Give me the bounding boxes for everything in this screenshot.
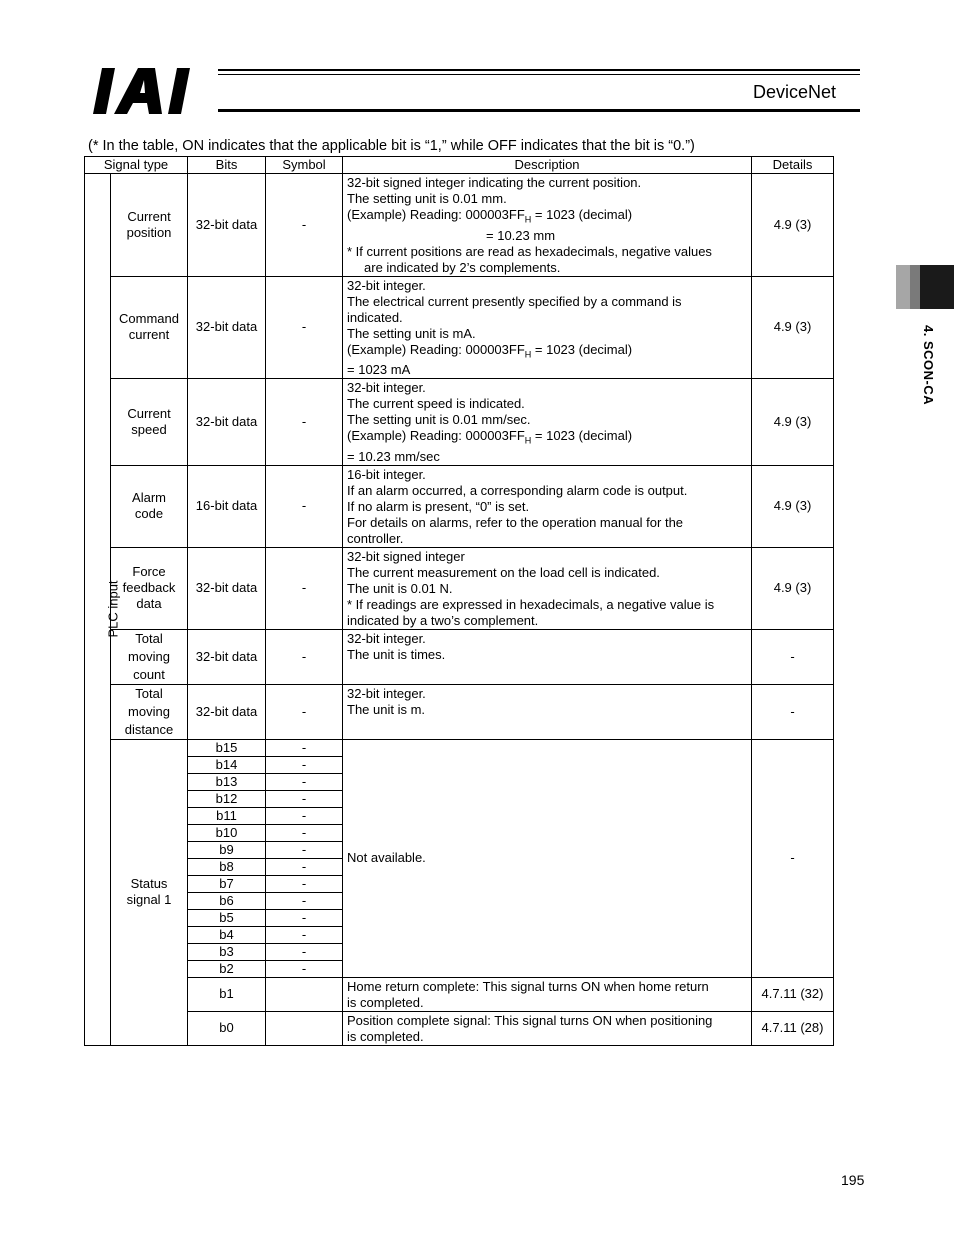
- table-header-row: [85, 157, 834, 174]
- details-cell: 4.9 (3): [752, 276, 834, 379]
- bit-cell: b0: [188, 1011, 266, 1045]
- chapter-tab-label: 4. SCON-CA: [921, 325, 936, 406]
- table-row: [85, 684, 834, 739]
- table-row: [85, 629, 834, 684]
- bit-cell: b8: [188, 858, 266, 875]
- symbol-cell: -: [266, 926, 343, 943]
- header-rule-1: [218, 69, 860, 71]
- header-signal-type: Signal type: [85, 157, 188, 174]
- symbol-cell: -: [266, 858, 343, 875]
- header-description: Description: [343, 157, 752, 174]
- header-symbol: Symbol: [266, 157, 343, 174]
- header-bits: Bits: [188, 157, 266, 174]
- description-cell: 32-bit signed integer indicating the current position. The setting unit is 0.01 mm. (Example) Reading: $000003FF_H = 1023$ (decimal) = 10.23 mm * If current positions are read as hexadecimals, negative values are indicated by 2’s complements.: [343, 174, 752, 277]
- description-cell: Home return complete: This signal turns ON when home return is completed.: [343, 977, 752, 1011]
- symbol-cell: -: [266, 756, 343, 773]
- bit-cell: b4: [188, 926, 266, 943]
- description-cell: 32-bit integer. The unit is times.: [343, 629, 752, 684]
- bits-cell: 16-bit data: [188, 465, 266, 547]
- symbol-cell: -: [266, 739, 343, 756]
- details-cell: 4.9 (3): [752, 465, 834, 547]
- symbol-cell: -: [266, 547, 343, 629]
- signal-name: Current position: [111, 174, 188, 277]
- bit-cell: b10: [188, 824, 266, 841]
- plc-input-group: PLC input: [85, 174, 111, 1046]
- bits-cell: 32-bit data: [188, 547, 266, 629]
- description-cell: 16-bit integer. If an alarm occurred, a corresponding alarm code is output. If no alarm is present, “0” is set. For details on alarms, refer to the operation manual for the controller.: [343, 465, 752, 547]
- description-cell: 32-bit signed integer The current measurement on the load cell is indicated. The unit is 0.01 N. * If readings are expressed in hexadecimals, a negative value is indicated by a two’s complement.: [343, 547, 752, 629]
- details-cell: 4.7.11 (32): [752, 977, 834, 1011]
- description-cell: 32-bit integer. The unit is m.: [343, 684, 752, 739]
- details-cell: -: [752, 739, 834, 977]
- bit-row: [85, 739, 834, 756]
- symbol-cell: -: [266, 773, 343, 790]
- symbol-cell: -: [266, 943, 343, 960]
- table-row: [85, 174, 834, 277]
- symbol-cell: -: [266, 892, 343, 909]
- bit-cell: b9: [188, 841, 266, 858]
- table-row: [85, 465, 834, 547]
- bit-cell: b14: [188, 756, 266, 773]
- bit-cell: b12: [188, 790, 266, 807]
- details-cell: -: [752, 629, 834, 684]
- page-number: 195: [841, 1172, 865, 1188]
- header-details: Details: [752, 157, 834, 174]
- description-cell: Not available.: [343, 739, 752, 977]
- chapter-tab-light: [896, 265, 910, 309]
- table-row: [85, 547, 834, 629]
- bits-cell: 32-bit data: [188, 174, 266, 277]
- symbol-cell: -: [266, 276, 343, 379]
- bit-row-b1: [85, 977, 834, 1011]
- symbol-cell: -: [266, 824, 343, 841]
- header-rule-2: [218, 74, 860, 75]
- bits-cell: 32-bit data: [188, 684, 266, 739]
- description-cell: 32-bit integer. The current speed is indicated. The setting unit is 0.01 mm/sec. (Example) Reading: $000003FF_H = 1023$ (decimal) = 10.23 mm/sec: [343, 379, 752, 466]
- bit-cell: b3: [188, 943, 266, 960]
- table-row: [85, 379, 834, 466]
- details-cell: 4.9 (3): [752, 547, 834, 629]
- bit-cell: b5: [188, 909, 266, 926]
- table-note: (* In the table, ON indicates that the applicable bit is “1,” while OFF indicates that the bit is “0.”): [88, 138, 695, 154]
- symbol-cell: -: [266, 807, 343, 824]
- description-cell: 32-bit integer. The electrical current presently specified by a command is indicated. The setting unit is mA. (Example) Reading: $000003FF_H = 1023$ (decimal) = 1023 mA: [343, 276, 752, 379]
- bit-cell: b6: [188, 892, 266, 909]
- header-rule-3: [218, 109, 860, 112]
- symbol-cell: -: [266, 379, 343, 466]
- signal-name: Status signal 1: [111, 739, 188, 1045]
- bit-row-b0: [85, 1011, 834, 1045]
- symbol-cell: -: [266, 960, 343, 977]
- symbol-cell: -: [266, 909, 343, 926]
- table-row: [85, 276, 834, 379]
- details-cell: 4.7.11 (28): [752, 1011, 834, 1045]
- bit-cell: b15: [188, 739, 266, 756]
- symbol-cell: [266, 1011, 343, 1045]
- signal-table: [84, 156, 834, 1046]
- bit-cell: b2: [188, 960, 266, 977]
- iai-logo: [92, 68, 214, 114]
- description-cell: Position complete signal: This signal turns ON when positioning is completed.: [343, 1011, 752, 1045]
- symbol-cell: -: [266, 790, 343, 807]
- symbol-cell: -: [266, 465, 343, 547]
- signal-name: Total moving distance: [111, 684, 188, 739]
- signal-name: Alarm code: [111, 465, 188, 547]
- details-cell: -: [752, 684, 834, 739]
- signal-name: Command current: [111, 276, 188, 379]
- signal-name: Total moving count: [111, 629, 188, 684]
- bits-cell: 32-bit data: [188, 379, 266, 466]
- signal-name: Force feedback data: [111, 547, 188, 629]
- chapter-tab-marker: [920, 265, 954, 309]
- bit-cell: b7: [188, 875, 266, 892]
- details-cell: 4.9 (3): [752, 174, 834, 277]
- symbol-cell: -: [266, 629, 343, 684]
- bit-cell: b1: [188, 977, 266, 1011]
- symbol-cell: -: [266, 875, 343, 892]
- symbol-cell: -: [266, 174, 343, 277]
- symbol-cell: -: [266, 841, 343, 858]
- section-title: DeviceNet: [753, 82, 837, 102]
- bits-cell: 32-bit data: [188, 629, 266, 684]
- details-cell: 4.9 (3): [752, 379, 834, 466]
- symbol-cell: -: [266, 684, 343, 739]
- bits-cell: 32-bit data: [188, 276, 266, 379]
- signal-name: Current speed: [111, 379, 188, 466]
- bit-cell: b11: [188, 807, 266, 824]
- bit-cell: b13: [188, 773, 266, 790]
- symbol-cell: [266, 977, 343, 1011]
- chapter-tab-mid: [910, 265, 920, 309]
